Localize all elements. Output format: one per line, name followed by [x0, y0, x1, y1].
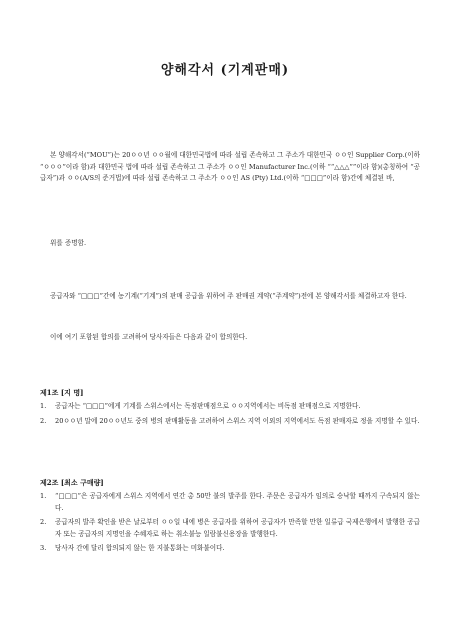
- document-title: 양해각서 (기계판매): [160, 63, 290, 78]
- item-text: 공급자는 “□□□”에게 기계를 스위스에서는 독점판매점으로 ㅇㅇ지역에서는 비독점 판매점으로 지명한다.: [55, 402, 361, 410]
- purpose-paragraph: 공급자와 “□□□”간에 농기계(“기계”)의 판매 공급을 위하여 주 판매권 계약(“주계약”)전에 본 양해각서를 체결하고자 한다.: [50, 292, 407, 300]
- list-item: [40, 401, 420, 413]
- item-text: 20ㅇㅇ년 말에 20ㅇㅇ년도 중의 병의 판매활동을 고려하여 스위스 지역 이외의 지역에서도 독점 판매자로 정을 지명할 수 있다.: [55, 416, 420, 425]
- item-number: 1.: [40, 402, 47, 410]
- item-text: 공급자의 발주 확인을 받은 날로부터 ㅇㅇ일 내에 병은 공급자를 위하여 공급자가 만족할 만한 일류급 국제은행에서 발행한 공급자 또는 공급자의 지명인을 수혜자로 하는 취소불능 일람불신용장을 발행한다.: [55, 518, 420, 538]
- article1-heading: 제1조 [지 명]: [40, 388, 84, 397]
- intro-paragraph: 본 양해각서(“MOU”)는 20ㅇㅇ년 ㅇㅇ월에 대한민국법에 따라 설립 존속하고 그 주소가 대한민국 ㅇㅇ인 Supplier Corp.(이하 “ㅇㅇㅇ”이라 함)과 대한민국 법에 따라 설립 존속하고 그 주소가 ㅇㅇ인 Manufacturer Inc.(이하 ““△△△””이라 함)(총칭하여 “공급자”)과 ㅇㅇ(A/S의 준거법)에 따라 설립 존속하고 그 주소가 ㅇㅇ인 AS (Pty) Ltd.(이하 “□□□”이라 함)간에 체결된 바,: [40, 151, 420, 182]
- agreement-paragraph: 이에 여기 포함된 합의를 고려하여 당사자들은 다음과 같이 합의한다.: [50, 333, 248, 341]
- list-item: [40, 491, 420, 514]
- item-number: 2.: [40, 416, 47, 425]
- list-item: [40, 517, 420, 540]
- list-item: [40, 416, 420, 428]
- item-number: 1.: [40, 492, 47, 500]
- article1-list: [40, 401, 420, 427]
- list-item: [40, 543, 420, 555]
- article2-heading: 제2조 [최소 구매량]: [40, 478, 104, 487]
- item-text: 당사자 간에 달리 합의되지 않는 한 지불통화는 미화불이다.: [55, 544, 225, 552]
- item-text: “□□□”은 공급자에게 스위스 지역에서 연간 총 50만 불의 발주를 한다. 주문은 공급자가 임의로 승낙할 때까지 구속되지 않는다.: [55, 492, 420, 512]
- item-number: 2.: [40, 518, 47, 526]
- witness-paragraph: 위를 증명함.: [50, 239, 87, 247]
- item-number: 3.: [40, 544, 47, 552]
- article2-list: [40, 491, 420, 555]
